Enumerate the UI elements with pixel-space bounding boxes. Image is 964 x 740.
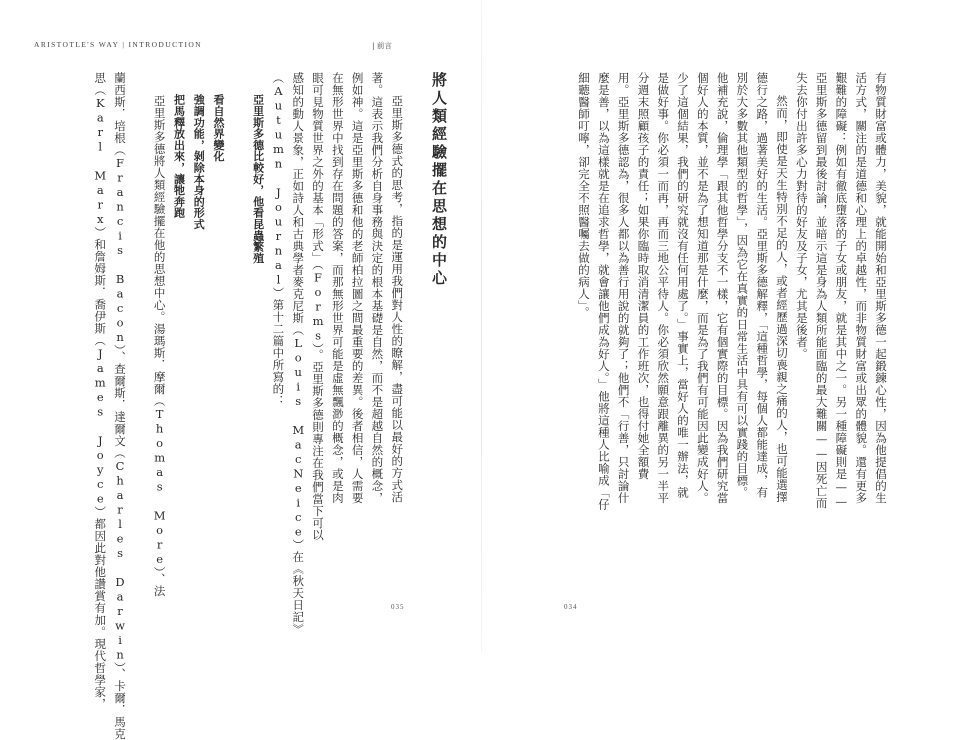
text-column: 亞里斯多德將人類經驗擺在他的思想中心。湯瑪斯．摩爾（Thomas More）、法 [152,95,167,597]
text-column: 在無形世界中找到存在問題的答案，而那無形世界可能是虛無飄渺的概念，或是肉 [330,72,345,504]
text-column: 思（Karl Marx）和詹姆斯．喬伊斯（James Joyce）都因此對他讚賞有加。現代哲學家， [93,72,108,710]
text-column: 蘭西斯．培根（Francis Bacon）、查爾斯．達爾文（Charles Darwin）、卡爾．馬克 [113,72,128,740]
text-column: 活方式，關注的是道德和心理上的卓越性，而非物質財富或出眾的體貌。還有更多 [854,72,869,504]
text-column: 別於大多數其他類型的哲學」，因為它在真實的日常生活中具有可以實踐的目標。 [735,72,750,499]
text-column: 著。這表示我們分析自身事務與決定的根本基礎是自然，而不是超越自然的概念， [370,72,385,504]
running-header-right: | 前言 [372,41,392,50]
text-column: 然而，即使是天生特別不足的人，或者經歷過深切喪親之痛的人，也可能選擇 [775,95,790,503]
page-gutter [481,0,482,652]
text-column: 他補充說，倫理學「跟其他哲學分支不一樣，它有個實際的目標。因為我們研究當 [715,72,730,504]
text-column: 麼是善，以為這樣就是在追求哲學，就會讓他們成為好人。」他將這種人比喻成「仔 [596,72,611,511]
text-column: （Autumn Journal）第十二篇中所寫的： [271,72,286,407]
text-column: 眼可見物質世界之外的基本「形式」（Forms）。亞里斯多德則專注在我們當下可以 [311,72,326,541]
text-column: 是做好事。你必須一而再，再而三地公平待人。你必須欣然願意跟離異的另一半平 [656,72,671,504]
text-column: 分週末照顧孩子的責任；如果你臨時取消清潔員的工作班次，也得付她全額費 [636,72,651,480]
text-column: 德行之路，過著美好的生活。亞里斯多德解釋，「這種哲學，每個人都能達成，有 [755,72,770,499]
section-heading: 將人類經驗擺在思想的中心 [430,72,448,288]
text-column: 用。亞里斯多德認為，很多人都以為善行用說的就夠了；他們不「行善，只討論什 [616,72,631,504]
quote-line: 強調功能，剝除本身的形式 [192,94,206,230]
text-column: 感知的動人景象，正如詩人和古典學者麥克尼斯（Louis MacNeice）在《秋天日記》 [291,72,306,635]
page-number-left: 035 [391,603,405,611]
text-column: 有物質財富或體力，美貌，就能開始和亞里斯多德一起鍛鍊心性，因為他提倡的生 [874,72,888,504]
text-column: 亞里斯多德留到最後討論，並暗示這是身為人類所能面臨的最大難關——因死亡而 [814,72,829,509]
text-column: 少了這個結果，我們的研究就沒有任何用處了。」事實上，當好人的唯一辦法，就 [676,72,691,499]
page-number-right: 034 [564,603,578,611]
text-column: 亞里斯多德式的思考，指的是運用我們對人性的瞭解，盡可能以最好的方式活 [390,95,405,503]
page-034-body [577,72,890,572]
quote-line: 把馬釋放出來，讓牠奔跑 [172,94,186,219]
text-column: 艱難的障礙：例如有徹底墮落的子女或朋友，就是其中之一。另一種障礙則是—— [834,72,849,509]
text-column: 個好人的本質，並不是為了想知道那是什麼，而是為了我們有可能因此變成好人。 [695,72,710,504]
quote-line: 亞里斯多德比較好，他看昆蟲繁殖 [251,94,265,264]
text-column: 細聽醫師叮嚀，卻完全不照醫囑去做的病人」。 [577,72,592,319]
text-column: 例如神。這是亞里斯多德和他的老師柏拉圖之間最重要的差異。後者相信，人需要 [350,72,365,504]
text-column: 失去你付出許多心力對待的好友及子女，尤其是後者。 [794,72,809,360]
running-header-left: ARISTOTLE'S WAY | INTRODUCTION [34,40,202,49]
quote-line: 看自然界變化 [212,94,226,162]
